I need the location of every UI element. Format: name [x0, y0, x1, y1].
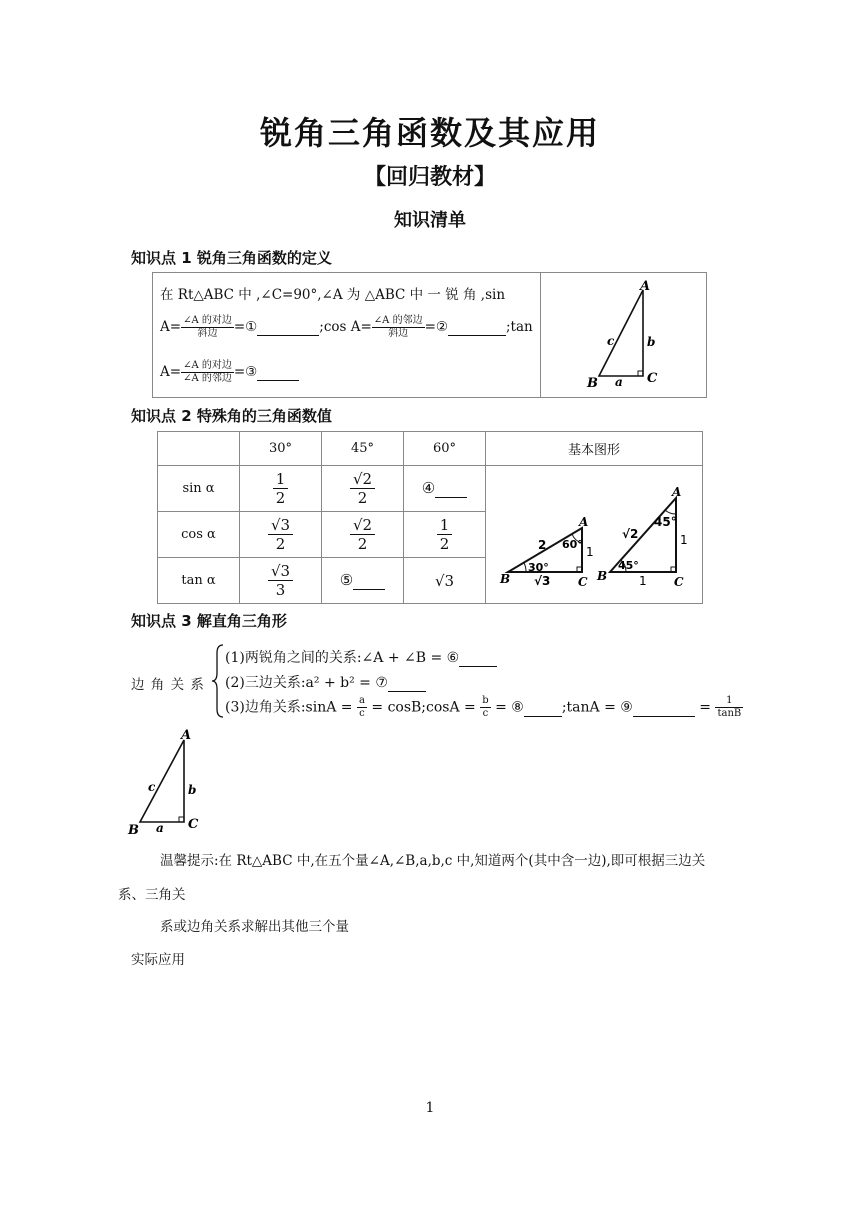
- cos-denominator: 斜边: [388, 328, 409, 339]
- t2-vertex-A: A: [672, 484, 682, 499]
- kp3-side-b: b: [188, 783, 197, 797]
- cos60-num: 1: [437, 516, 453, 535]
- blank-7[interactable]: [388, 675, 426, 692]
- relation-sin: (3)边角关系:sinA =: [225, 699, 357, 716]
- sin-prefix: A=: [160, 319, 182, 335]
- tan-denominator: ∠A 的邻边: [183, 373, 232, 384]
- vertex-A: A: [640, 279, 651, 294]
- sin-denominator: 斜边: [197, 328, 218, 339]
- kp1-triangle-figure: [585, 278, 665, 390]
- cos45-num: √2: [350, 516, 375, 535]
- cos-numerator: ∠A 的邻边: [373, 315, 423, 326]
- blank-8[interactable]: [524, 700, 562, 717]
- blank-3[interactable]: [257, 364, 299, 381]
- t1-base: √3: [534, 573, 551, 588]
- kp2-heading: 知识点 2 特殊角的三角函数值: [131, 407, 332, 425]
- sin-blank-label: =①: [233, 319, 258, 335]
- t1-side: 1: [586, 544, 594, 559]
- vertex-C: C: [647, 371, 658, 386]
- row-label-sin: sin α: [158, 466, 240, 512]
- sin30-num: 1: [273, 470, 289, 489]
- blank-1[interactable]: [257, 319, 319, 336]
- frac-tanb-den: tanB: [717, 708, 742, 719]
- tip-line-1: 温馨提示:在 Rt△ABC 中,在五个量∠A,∠B,a,b,c 中,知道两个(其中含一边),即可根据三边关: [160, 853, 706, 869]
- kp3-vertex-A: A: [181, 728, 192, 743]
- kp3-vertex-B: B: [128, 823, 139, 838]
- cos-fraction: [372, 315, 425, 340]
- practical-application: 实际应用: [131, 952, 185, 968]
- relation-cos: = cosB;cosA =: [366, 699, 481, 716]
- sin-numerator: ∠A 的对边: [183, 315, 232, 326]
- kp1-heading: 知识点 1 锐角三角函数的定义: [131, 249, 332, 267]
- frac-a-den: c: [359, 708, 365, 719]
- sin-45: [322, 466, 404, 512]
- row-label-cos: cos α: [158, 512, 240, 558]
- tan-60: [404, 558, 486, 604]
- relation-sides: (2)三边关系:a² + b² = ⑦: [225, 675, 388, 691]
- t1-vertex-B: B: [500, 571, 511, 586]
- vertex-B: B: [587, 376, 598, 390]
- sin-fraction: [181, 315, 234, 340]
- special-angles-table: [157, 431, 703, 604]
- side-b: b: [647, 335, 656, 349]
- relation-angles: (1)两锐角之间的关系:∠A + ∠B = ⑥: [225, 650, 460, 666]
- subtitle: 【回归教材】: [363, 165, 496, 190]
- kp3-side-a: a: [156, 821, 164, 835]
- header-figure: 基本图形: [486, 432, 703, 466]
- tan30-num: √3: [268, 562, 293, 581]
- table-header-row: [158, 432, 703, 466]
- frac-b-num: b: [482, 695, 489, 706]
- kp3-line2: [225, 672, 426, 692]
- blank-6[interactable]: [459, 650, 497, 667]
- header-60: 60°: [404, 432, 486, 466]
- blank-4-label: ④: [421, 479, 436, 497]
- sin-60: [404, 466, 486, 512]
- cos60-den: 2: [439, 535, 450, 553]
- tan-45: [322, 558, 404, 604]
- cos30-den: 2: [275, 535, 286, 553]
- tan30-den: 3: [275, 581, 286, 599]
- left-brace-icon: [211, 643, 225, 719]
- kp3-vertex-C: C: [188, 817, 199, 832]
- figure-cell: [486, 466, 703, 604]
- blank-5[interactable]: [353, 574, 385, 590]
- header-45: 45°: [322, 432, 404, 466]
- tan-30: [240, 558, 322, 604]
- tan-numerator: ∠A 的对边: [183, 360, 232, 371]
- t2-angle-B: 45°: [618, 558, 639, 572]
- sin-30: [240, 466, 322, 512]
- cos-45: [322, 512, 404, 558]
- kp1-line3: [160, 360, 299, 385]
- cos-prefix: ;cos A=: [319, 319, 372, 335]
- tan-suffix: ;tan: [506, 319, 533, 335]
- page-number: 1: [425, 1100, 435, 1116]
- section-heading: 知识清单: [394, 210, 466, 231]
- cos-60: [404, 512, 486, 558]
- frac-a-num: a: [358, 695, 365, 706]
- kp3-line1: [225, 647, 497, 667]
- side-a: a: [615, 375, 623, 389]
- sin45-den: 2: [357, 489, 368, 507]
- blank-2[interactable]: [448, 319, 506, 336]
- t1-hyp: 2: [538, 537, 547, 552]
- tan60-value: √3: [434, 571, 455, 590]
- tan-prefix: A=: [160, 364, 182, 380]
- kp1-line2: [160, 315, 540, 340]
- sin45-num: √2: [350, 470, 375, 489]
- blank-5-label: ⑤: [339, 571, 354, 589]
- cos30-num: √3: [268, 516, 293, 535]
- t2-angle-A: 45°: [654, 514, 677, 529]
- t1-vertex-A: A: [579, 514, 589, 529]
- tan-fraction: [181, 360, 234, 385]
- frac-b-den: c: [482, 708, 489, 719]
- t2-hyp: √2: [622, 526, 639, 541]
- t1-angle-A: 60°: [562, 537, 583, 551]
- tip-line-2: 系、三角关: [118, 887, 186, 903]
- blank-8-label: = ⑧: [490, 699, 524, 716]
- tan-blank-label: =③: [233, 364, 258, 380]
- tip-line-3: 系或边角关系求解出其他三个量: [160, 919, 349, 935]
- t2-vertex-B: B: [597, 568, 608, 583]
- blank-9[interactable]: [633, 700, 695, 717]
- blank-4[interactable]: [435, 482, 467, 498]
- frac-tanb-num: 1: [715, 695, 743, 708]
- kp3-side-c: c: [148, 780, 156, 794]
- t1-angle-B: 30°: [528, 560, 549, 574]
- kp3-heading: 知识点 3 解直角三角形: [131, 612, 287, 630]
- kp3-line3: [225, 695, 743, 720]
- kp3-triangle-figure: [126, 724, 206, 838]
- kp3-side-label: 边 角 关 系: [131, 677, 205, 693]
- cos-30: [240, 512, 322, 558]
- kp1-line1: 在 Rt△ABC 中 ,∠C=90°,∠A 为 △ABC 中 一 锐 角 ,sin: [160, 287, 506, 303]
- t2-side: 1: [680, 532, 688, 547]
- side-c: c: [607, 334, 615, 348]
- t1-vertex-C: C: [578, 574, 588, 589]
- sin30-den: 2: [275, 489, 286, 507]
- row-label-tan: tan α: [158, 558, 240, 604]
- header-empty: [158, 432, 240, 466]
- blank-9-label: ;tanA = ⑨: [561, 699, 633, 716]
- special-triangles-figure: [486, 468, 700, 602]
- page-title: 锐角三角函数及其应用: [259, 114, 600, 152]
- header-30: 30°: [240, 432, 322, 466]
- table-row: [158, 466, 703, 512]
- equals-sign: =: [694, 699, 716, 716]
- t2-vertex-C: C: [674, 574, 684, 589]
- t2-base: 1: [639, 573, 647, 588]
- cos-blank-label: =②: [424, 319, 448, 335]
- cos45-den: 2: [357, 535, 368, 553]
